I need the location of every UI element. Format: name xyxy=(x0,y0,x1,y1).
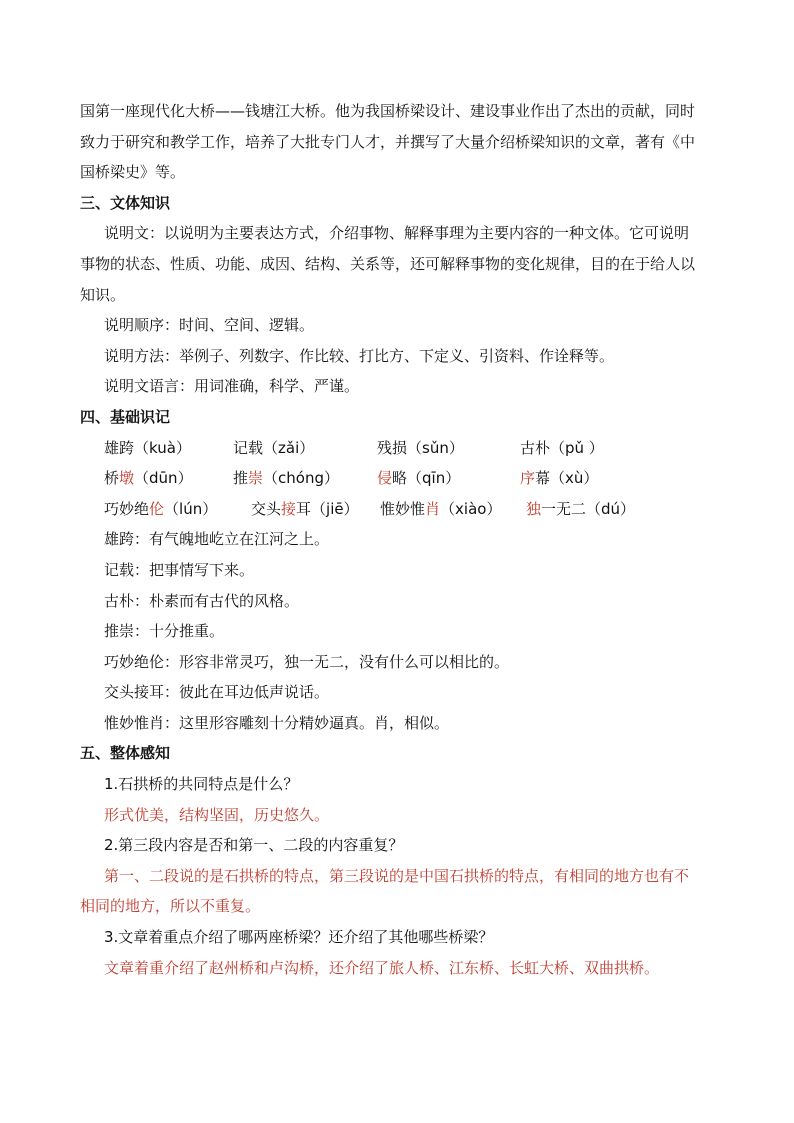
vocab-item: 侵略（qīn） xyxy=(377,469,461,488)
vocab-item: 巧妙绝伦（lún） xyxy=(104,499,218,518)
section-3-heading: 三、文体知识 xyxy=(80,193,171,212)
vocab-definition: 交头接耳：彼此在耳边低声说话。 xyxy=(104,683,330,702)
vocab-row xyxy=(80,494,720,525)
vocab-definition: 推崇：十分推重。 xyxy=(104,622,225,641)
vocab-definition: 记载：把事情写下来。 xyxy=(104,560,255,579)
answer-2-line: 第一、二段说的是石拱桥的特点，第三段说的是中国石拱桥的特点，有相同的地方也有不 xyxy=(104,866,690,885)
vocab-row xyxy=(80,463,720,494)
question-3: 3.文章着重点介绍了哪两座桥梁？还介绍了其他哪些桥梁？ xyxy=(104,928,494,947)
question-1: 1.石拱桥的共同特点是什么？ xyxy=(104,775,299,794)
vocab-item: 残损（sǔn） xyxy=(377,438,464,457)
vocab-item: 古朴（pǔ ） xyxy=(520,438,604,457)
intro-line: 国第一座现代化大桥——钱塘江大桥。他为我国桥梁设计、建设事业作出了杰出的贡献，同时 xyxy=(80,102,696,120)
vocab-item: 推崇（chóng） xyxy=(233,469,339,488)
answer-1: 形式优美，结构坚固，历史悠久。 xyxy=(104,805,330,824)
section-5-heading: 五、整体感知 xyxy=(80,744,171,763)
intro-line: 国桥梁史》等。 xyxy=(80,163,186,182)
section-4-heading: 四、基础识记 xyxy=(80,407,171,426)
vocab-item: 雄跨（kuà） xyxy=(104,438,191,457)
question-2: 2.第三段内容是否和第一、二段的内容重复？ xyxy=(104,836,404,855)
genre-definition-line: 说明文：以说明为主要表达方式，介绍事物、解释事理为主要内容的一种文体。它可说明 xyxy=(104,224,690,243)
document-content xyxy=(80,96,720,983)
vocab-item: 交头接耳（jiē） xyxy=(251,499,359,518)
vocab-row xyxy=(80,433,720,464)
vocab-definition: 古朴：朴素而有古代的风格。 xyxy=(104,591,300,610)
exposition-language: 说明文语言：用词准确，科学、严谨。 xyxy=(104,377,360,396)
vocab-item: 桥墩（dūn） xyxy=(104,469,193,488)
answer-3: 文章着重介绍了赵州桥和卢沟桥，还介绍了旅人桥、江东桥、长虹大桥、双曲拱桥。 xyxy=(104,958,660,977)
exposition-methods: 说明方法：举例子、列数字、作比较、打比方、下定义、引资料、作诠释等。 xyxy=(104,346,615,365)
exposition-order: 说明顺序：时间、空间、逻辑。 xyxy=(104,316,315,335)
genre-definition-line: 知识。 xyxy=(80,285,126,304)
vocab-item: 独一无二（dú） xyxy=(526,499,636,518)
vocab-item: 惟妙惟肖（xiào） xyxy=(380,499,502,518)
answer-2-line: 相同的地方，所以不重复。 xyxy=(80,897,261,916)
vocab-definition: 惟妙惟肖：这里形容雕刻十分精妙逼真。肖，相似。 xyxy=(104,713,450,732)
intro-line: 致力于研究和教学工作，培养了大批专门人才，并撰写了大量介绍桥梁知识的文章，著有《中 xyxy=(80,132,696,151)
vocab-item: 记载（zǎi） xyxy=(233,438,315,457)
genre-definition-line: 事物的状态、性质、功能、成因、结构、关系等，还可解释事物的变化规律，目的在于给人以 xyxy=(80,254,696,273)
vocab-definition: 雄跨：有气魄地屹立在江河之上。 xyxy=(104,530,330,549)
vocab-definition: 巧妙绝伦：形容非常灵巧，独一无二，没有什么可以相比的。 xyxy=(104,652,510,671)
vocab-item: 序幕（xù） xyxy=(520,469,599,488)
